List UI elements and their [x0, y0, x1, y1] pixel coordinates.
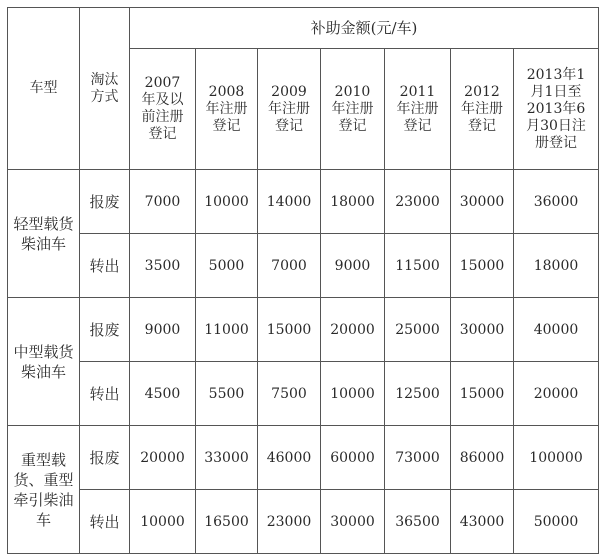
table-row [8, 170, 599, 234]
value-cell: 18000 [321, 170, 385, 234]
value-cell: 30000 [321, 490, 385, 554]
value-cell: 36500 [385, 490, 451, 554]
value-cell: 30000 [451, 170, 514, 234]
value-cell: 5500 [196, 362, 258, 426]
header-year-2008: 2008年注册登记 [196, 49, 258, 170]
value-cell: 15000 [451, 362, 514, 426]
method-cell: 转出 [80, 234, 130, 298]
value-cell: 9000 [321, 234, 385, 298]
value-cell: 20000 [514, 362, 599, 426]
method-cell: 转出 [80, 490, 130, 554]
vehicle-type-cell: 轻型载货柴油车 [8, 170, 80, 298]
value-cell: 4500 [130, 362, 196, 426]
header-year-2010: 2010年注册登记 [321, 49, 385, 170]
value-cell: 46000 [258, 426, 321, 490]
value-cell: 12500 [385, 362, 451, 426]
value-cell: 43000 [451, 490, 514, 554]
method-cell: 报废 [80, 426, 130, 490]
value-cell: 11000 [196, 298, 258, 362]
value-cell: 23000 [258, 490, 321, 554]
value-cell: 23000 [385, 170, 451, 234]
value-cell: 25000 [385, 298, 451, 362]
value-cell: 5000 [196, 234, 258, 298]
value-cell: 10000 [130, 490, 196, 554]
method-cell: 报废 [80, 170, 130, 234]
value-cell: 30000 [451, 298, 514, 362]
value-cell: 36000 [514, 170, 599, 234]
value-cell: 15000 [258, 298, 321, 362]
value-cell: 7500 [258, 362, 321, 426]
header-method: 淘汰方式 [80, 8, 130, 170]
table-row [8, 298, 599, 362]
value-cell: 16500 [196, 490, 258, 554]
header-year-2009: 2009年注册登记 [258, 49, 321, 170]
vehicle-type-cell: 中型载货柴油车 [8, 298, 80, 426]
header-year-2007: 2007年及以前注册登记 [130, 49, 196, 170]
value-cell: 100000 [514, 426, 599, 490]
value-cell: 7000 [258, 234, 321, 298]
value-cell: 11500 [385, 234, 451, 298]
value-cell: 20000 [321, 298, 385, 362]
table-row [8, 362, 599, 426]
value-cell: 40000 [514, 298, 599, 362]
value-cell: 3500 [130, 234, 196, 298]
header-year-2012: 2012年注册登记 [451, 49, 514, 170]
table-row [8, 234, 599, 298]
header-year-2013: 2013年1月1日至2013年6月30日注册登记 [514, 49, 599, 170]
value-cell: 15000 [451, 234, 514, 298]
method-cell: 报废 [80, 298, 130, 362]
method-cell: 转出 [80, 362, 130, 426]
value-cell: 9000 [130, 298, 196, 362]
header-subsidy: 补助金额(元/车) [130, 8, 599, 49]
value-cell: 73000 [385, 426, 451, 490]
value-cell: 7000 [130, 170, 196, 234]
value-cell: 10000 [196, 170, 258, 234]
header-vehicle-type: 车型 [8, 8, 80, 170]
value-cell: 10000 [321, 362, 385, 426]
vehicle-type-cell: 重型载货、重型牵引柴油车 [8, 426, 80, 554]
value-cell: 14000 [258, 170, 321, 234]
table-row [8, 490, 599, 554]
value-cell: 86000 [451, 426, 514, 490]
value-cell: 60000 [321, 426, 385, 490]
subsidy-table [7, 7, 599, 554]
value-cell: 33000 [196, 426, 258, 490]
value-cell: 20000 [130, 426, 196, 490]
value-cell: 50000 [514, 490, 599, 554]
table-row [8, 426, 599, 490]
header-year-2011: 2011年注册登记 [385, 49, 451, 170]
value-cell: 18000 [514, 234, 599, 298]
